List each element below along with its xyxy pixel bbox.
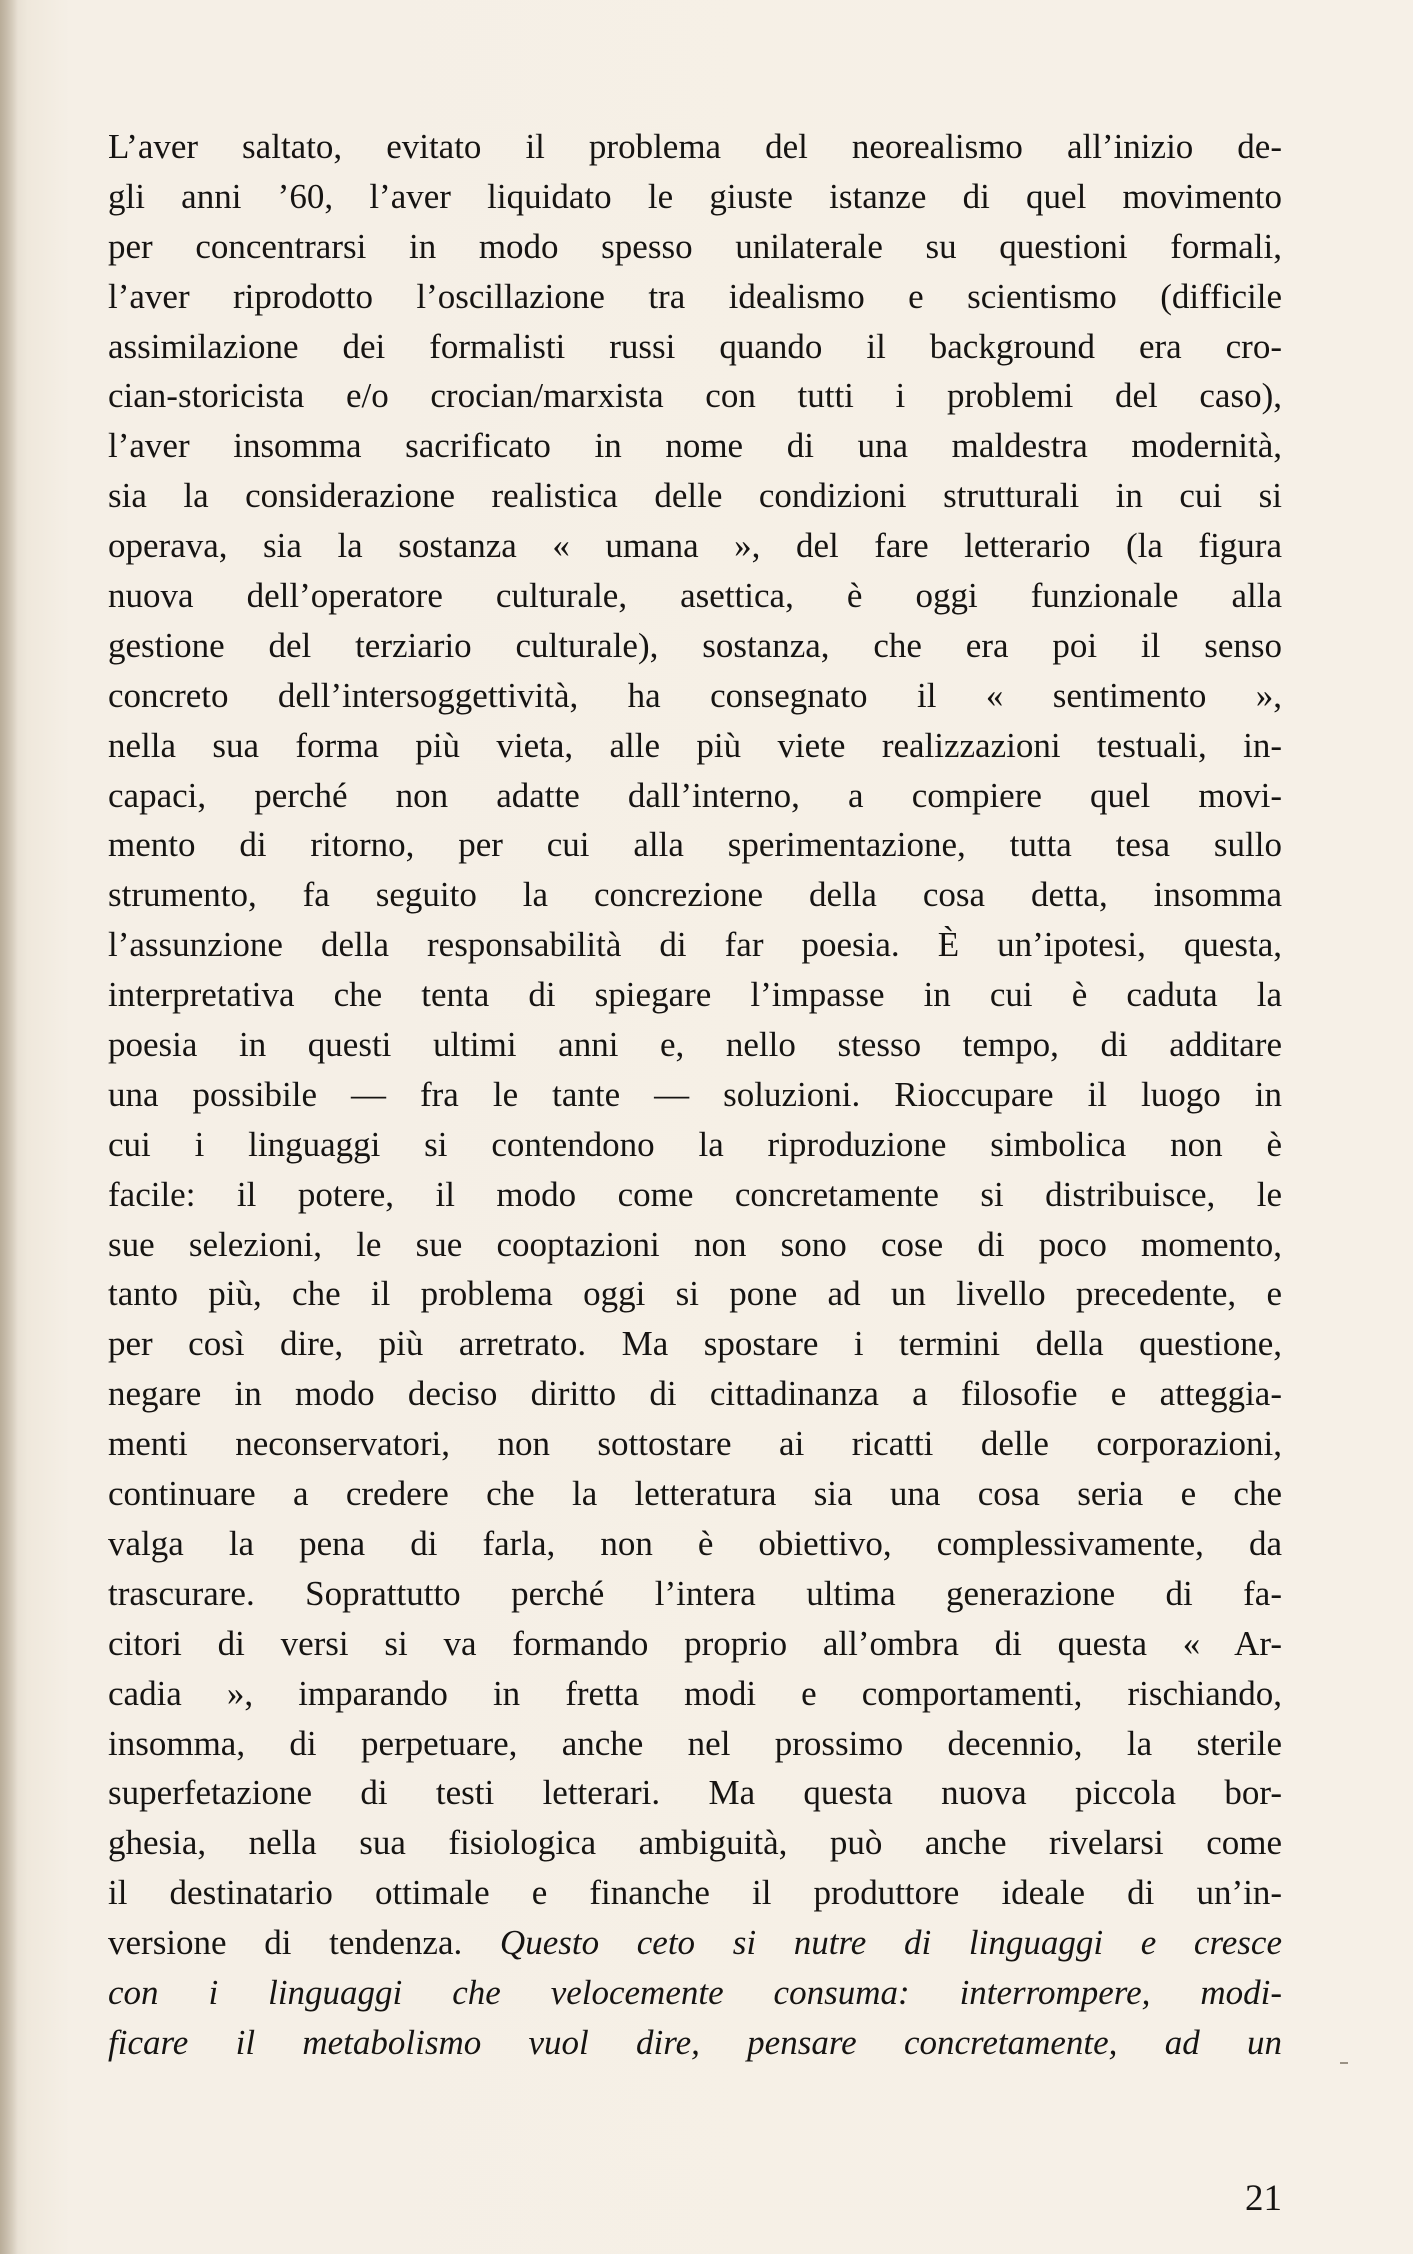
margin-mark — [1340, 2062, 1348, 2064]
text-line: l’assunzione della responsabilità di far poesia. È un’ipotesi, questa, — [108, 925, 1282, 965]
text-line: l’aver riprodotto l’oscillazione tra idealismo e scientismo (difficile — [108, 276, 1282, 316]
text-line: cadia », imparando in fretta modi e comportamenti, rischiando, — [108, 1673, 1282, 1713]
text-line: tanto più, che il problema oggi si pone ad un livello precedente, e — [108, 1274, 1282, 1314]
text-line: nuova dell’operatore culturale, asettica, è oggi funzionale alla — [108, 576, 1282, 616]
italic-fragment: Questo ceto si nutre di linguaggi e cresce — [499, 1923, 1283, 1963]
text-line: capaci, perché non adatte dall’interno, a compiere quel movi- — [108, 775, 1282, 815]
text-line: cui i linguaggi si contendono la riproduzione simbolica non è — [108, 1124, 1282, 1164]
text-line: sia la considerazione realistica delle condizioni strutturali in cui si — [108, 476, 1282, 516]
text-line: sue selezioni, le sue cooptazioni non sono cose di poco momento, — [108, 1224, 1282, 1264]
text-line: cian-storicista e/o crocian/marxista con tutti i problemi del caso), — [108, 376, 1282, 416]
text-line-mixed — [108, 1918, 1282, 1968]
text-line: nella sua forma più vieta, alle più viete realizzazioni testuali, in- — [108, 725, 1282, 765]
text-line: per così dire, più arretrato. Ma spostare i termini della questione, — [108, 1324, 1282, 1364]
text-line: citori di versi si va formando proprio all’ombra di questa « Ar- — [108, 1623, 1282, 1663]
text-line-italic: con i linguaggi che velocemente consuma: interrompere, modi- — [108, 1972, 1282, 2012]
text-line: strumento, fa seguito la concrezione della cosa detta, insomma — [108, 875, 1282, 915]
page-number: 21 — [1245, 2178, 1282, 2219]
text-line: mento di ritorno, per cui alla sperimentazione, tutta tesa sullo — [108, 825, 1282, 865]
text-line: ghesia, nella sua fisiologica ambiguità, può anche rivelarsi come — [108, 1823, 1282, 1863]
text-line: superfetazione di testi letterari. Ma questa nuova piccola bor- — [108, 1773, 1282, 1813]
text-line: continuare a credere che la letteratura sia una cosa seria e che — [108, 1474, 1282, 1514]
text-line: insomma, di perpetuare, anche nel prossimo decennio, la sterile — [108, 1723, 1282, 1763]
text-line: assimilazione dei formalisti russi quando il background era cro- — [108, 326, 1282, 366]
text-line: concreto dell’intersoggettività, ha consegnato il « sentimento », — [108, 675, 1282, 715]
text-line: operava, sia la sostanza « umana », del fare letterario (la figura — [108, 526, 1282, 566]
text-line: negare in modo deciso diritto di cittadinanza a filosofie e atteggia- — [108, 1374, 1282, 1414]
text-line: il destinatario ottimale e finanche il produttore ideale di un’in- — [108, 1873, 1282, 1913]
text-line: valga la pena di farla, non è obiettivo, complessivamente, da — [108, 1523, 1282, 1563]
text-line: gestione del terziario culturale), sostanza, che era poi il senso — [108, 625, 1282, 665]
text-line: una possibile — fra le tante — soluzioni. Rioccupare il luogo in — [108, 1074, 1282, 1114]
roman-fragment: versione di tendenza. — [108, 1923, 500, 1963]
text-line: per concentrarsi in modo spesso unilaterale su questioni formali, — [108, 226, 1282, 266]
text-line: L’aver saltato, evitato il problema del neorealismo all’inizio de- — [108, 127, 1282, 166]
text-line: interpretativa che tenta di spiegare l’impasse in cui è caduta la — [108, 975, 1282, 1015]
text-line: gli anni ’60, l’aver liquidato le giuste istanze di quel movimento — [108, 176, 1282, 216]
text-line: trascurare. Soprattutto perché l’intera ultima generazione di fa- — [108, 1573, 1282, 1613]
text-line: l’aver insomma sacrificato in nome di una maldestra modernità, — [108, 426, 1282, 466]
text-line: menti neconservatori, non sottostare ai ricatti delle corporazioni, — [108, 1424, 1282, 1464]
body-text — [108, 122, 1282, 2068]
text-line: facile: il potere, il modo come concretamente si distribuisce, le — [108, 1174, 1282, 1214]
spine-shadow — [0, 0, 18, 2254]
text-line-italic: ficare il metabolismo vuol dire, pensare concretamente, ad un — [108, 2022, 1282, 2062]
text-line: poesia in questi ultimi anni e, nello stesso tempo, di additare — [108, 1025, 1282, 1065]
